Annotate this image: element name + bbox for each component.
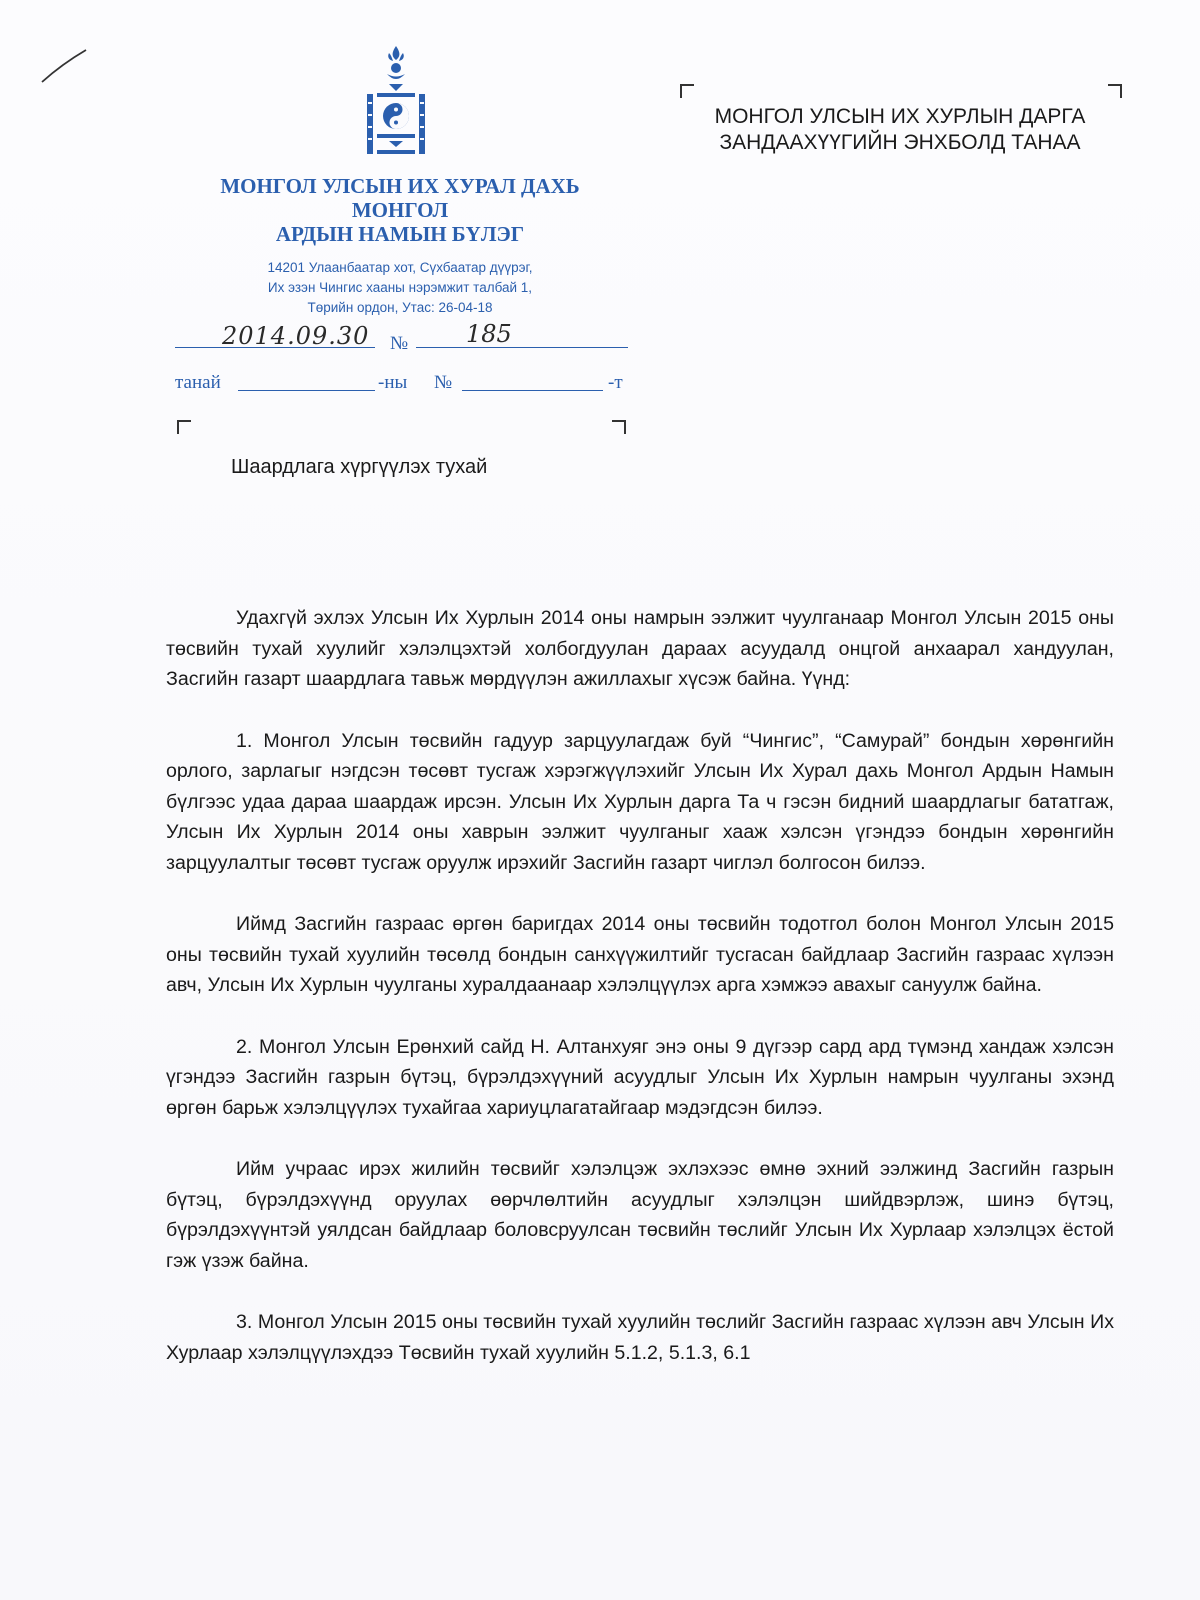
org-line-3: АРДЫН НАМЫН БҮЛЭГ [275, 222, 525, 246]
ref-blank-1 [238, 390, 375, 391]
address-line-2: Их эзэн Чингис хааны нэрэмжит талбай 1, [267, 280, 533, 295]
org-line-2: МОНГОЛ [351, 198, 449, 222]
addressee-bracket-left [680, 84, 694, 98]
ref-prefix: танай [175, 372, 221, 393]
organization-address [170, 258, 630, 318]
subject-bracket-right [612, 420, 626, 434]
ref-suffix: -т [608, 372, 623, 393]
letter-subject: Шаардлага хүргүүлэх тухай [231, 456, 488, 478]
paragraph-2-conclusion: Ийм учраас ирэх жилийн төсвийг хэлэлцэж эхлэхээс өмнө эхний ээлжинд Засгийн газрын бүтэц, бүрэлдэхүүнд оруулах өөрчлөлтийн асуудлыг хэлэлцэн шийдвэрлэж, шинэ бүтэц, бүрэлдэхүүнтэй уялдсан байдлаар боловсруулсан төсвийн төслийг Улсын Их Хурлаар хэлэлцэх ёстой гэж үзэж байна. [166, 1158, 1114, 1272]
reference-row [175, 372, 635, 400]
addressee-line-2: ЗАНДААХҮҮГИЙН ЭНХБОЛД ТАНАА [719, 131, 1081, 154]
number-underline [416, 347, 628, 348]
addressee-bracket-right [1108, 84, 1122, 98]
letter-body [166, 603, 1114, 1399]
soyombo-emblem-icon [365, 44, 427, 164]
handwritten-number: 185 [466, 320, 512, 348]
ref-blank-2 [462, 390, 603, 391]
subject-bracket-left [177, 420, 191, 434]
paragraph-2: 2. Монгол Улсын Ерөнхий сайд Н. Алтанхуяг энэ оны 9 дүгээр сард ард түмэнд хандаж хэлсэн үгэндээ Засгийн газрын бүтэц, бүрэлдэхүүний асуудлыг Улсын Их Хурлын намрын чуулганы эхэнд өргөн барьж хэлэлцүүлэх тухайгаа хариуцлагатайгаар мэдэгдсэн билээ. [166, 1035, 1114, 1119]
number-label: № [390, 333, 409, 354]
ref-number-label: № [434, 372, 453, 393]
address-line-1: 14201 Улаанбаатар хот, Сүхбаатар дүүрэг, [267, 260, 533, 275]
address-line-3: Төрийн ордон, Утас: 26-04-18 [307, 300, 493, 315]
paragraph-1-demand: Иймд Засгийн газраас өргөн баригдах 2014 оны төсвийн тодотгол болон Монгол Улсын 2015 оны төсвийн тухай хуулийн төсөлд бондын санхүүжилтийг тусгасан байдлаар Засгийн газраас хүлээн авч, Улсын Их Хурлын чуулганы хуралдаанаар хэлэлцүүлэх арга хэмжээ авахыг сануулж байна. [166, 913, 1114, 996]
addressee [680, 104, 1120, 156]
ref-middle: -ны [378, 372, 408, 393]
pen-stroke-mark [40, 46, 90, 86]
paragraph-3: 3. Монгол Улсын 2015 оны төсвийн тухай хуулийн төслийг Засгийн газраас хүлээн авч Улсын Их Хурлаар хэлэлцүүлэхдээ Төсвийн тухай хуулийн 5.1.2, 5.1.3, 6.1 [166, 1311, 1114, 1364]
organization-name [170, 174, 630, 246]
org-line-1: МОНГОЛ УЛСЫН ИХ ХУРАЛ ДАХЬ [220, 174, 580, 198]
paragraph-intro: Удахгүй эхлэх Улсын Их Хурлын 2014 оны намрын ээлжит чуулганаар Монгол Улсын 2015 оны төсвийн тухай хуулийг хэлэлцэхтэй холбогдуулан дараах асуудалд онцгой анхаарал хандуулан, Засгийн газарт шаардлага тавьж мөрдүүлэн ажиллахыг хүсэж байна. Үүнд: [166, 607, 1114, 690]
addressee-line-1: МОНГОЛ УЛСЫН ИХ ХУРЛЫН ДАРГА [714, 105, 1086, 128]
handwritten-date: 2014.09.30 [222, 322, 370, 350]
paragraph-1: 1. Монгол Улсын төсвийн гадуур зарцуулагдаж буй “Чингис”, “Самурай” бондын хөрөнгийн орлого, зарлагыг нэгдсэн төсөвт тусгаж хэрэгжүүлэхийг Улсын Их Хурал дахь Монгол Ардын Намын бүлгээс удаа дараа шаардаж ирсэн. Улсын Их Хурлын дарга Та ч гэсэн бидний шаардлагыг бататгаж, Улсын Их Хурлын 2014 оны хаврын ээлжит чуулганыг хааж хэлсэн үгэндээ бондын хөрөнгийн зарцуулалтыг төсөвт тусгаж оруулж ирэхийг Засгийн газарт чиглэл болгосон билээ. [166, 729, 1114, 874]
date-underline [175, 347, 375, 348]
